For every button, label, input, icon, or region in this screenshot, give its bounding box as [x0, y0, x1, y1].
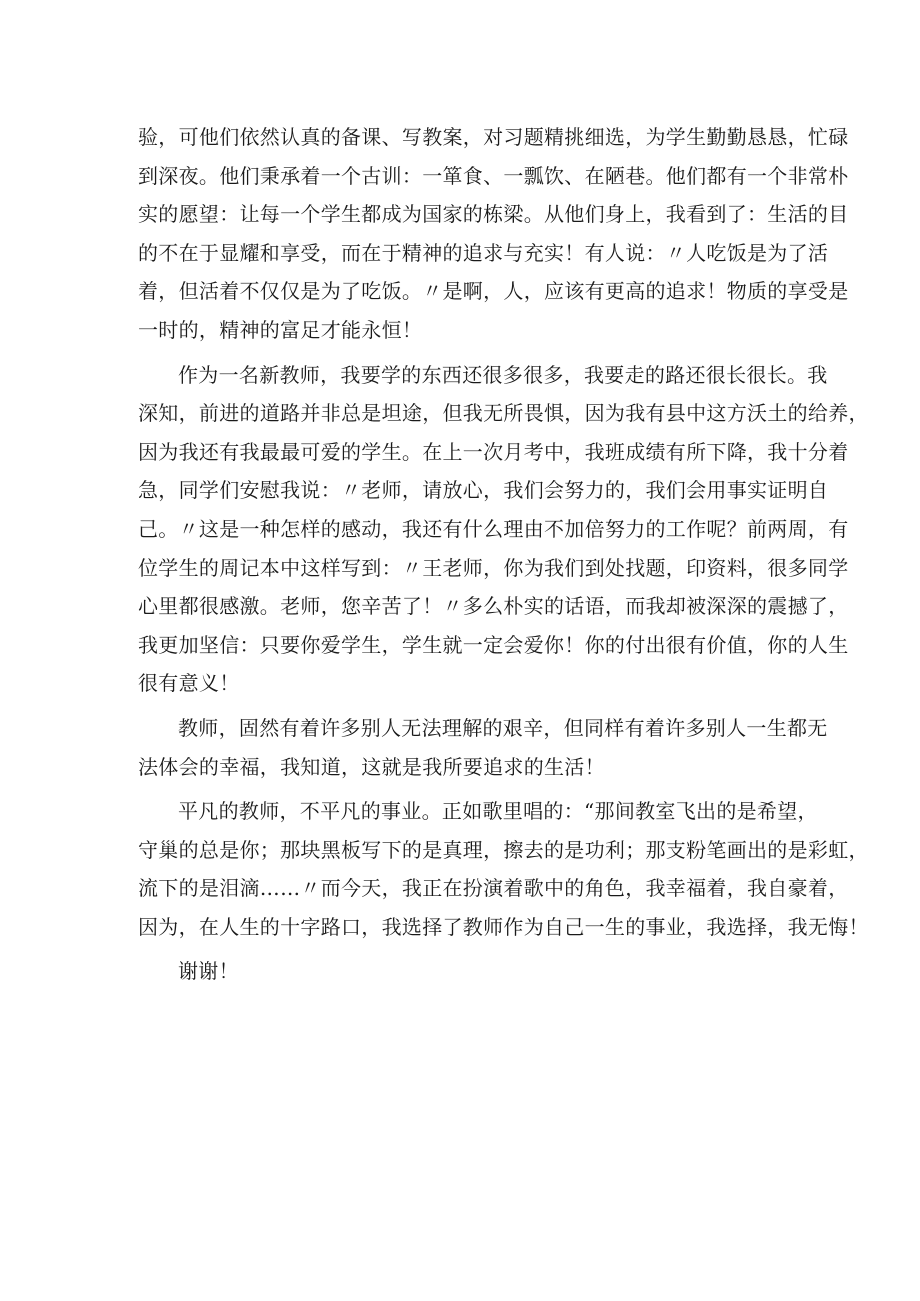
- text-line: 己。〃这是一种怎样的感动，我还有什么理由不加倍努力的工作呢？前两周，有: [138, 516, 849, 541]
- text-line: 因为，在人生的十字路口，我选择了教师作为自己一生的事业，我选择，我无悔！: [138, 914, 869, 939]
- text-line: 验，可他们依然认真的备课、写教案，对习题精挑细选，为学生勤勤恳恳，忙碌: [138, 125, 849, 149]
- closing-line: 谢谢！: [178, 959, 239, 984]
- paragraph-3: [138, 709, 828, 786]
- text-line: 的不在于显耀和享受，而在于精神的追求与充实！有人说：〃人吃饭是为了活: [138, 240, 829, 265]
- paragraph-5: [138, 952, 792, 991]
- text-line: 实的愿望：让每一个学生都成为国家的栋梁。从他们身上，我看到了：生活的目: [138, 202, 849, 227]
- body-text: [138, 118, 869, 997]
- paragraph-1: [138, 118, 849, 350]
- text-line: 流下的是泪滴……〃而今天，我正在扮演着歌中的角色，我幸福着，我自豪着，: [138, 876, 849, 901]
- text-line: 作为一名新教师，我要学的东西还很多很多，我要走的路还很长很长。我: [178, 362, 828, 387]
- paragraph-2: [138, 356, 869, 703]
- text-line: 很有意义！: [138, 671, 240, 696]
- text-line: 因为我还有我最最可爱的学生。在上一次月考中，我班成绩有所下降，我十分着: [138, 439, 849, 464]
- text-line: 位学生的周记本中这样写到：〃王老师，你为我们到处找题，印资料，很多同学: [138, 555, 849, 580]
- text-line: 守巢的总是你；那块黑板写下的是真理，擦去的是功利；那支粉笔画出的是彩虹，: [138, 837, 869, 862]
- text-line: 心里都很感激。老师，您辛苦了！〃多么朴实的话语，而我却被深深的震撼了，: [138, 594, 849, 619]
- paragraph-4: [138, 792, 869, 946]
- text-line: 我更加坚信：只要你爱学生，学生就一定会爱你！你的付出很有价值，你的人生: [138, 632, 849, 657]
- text-line: 一时的，精神的富足才能永恒！: [138, 317, 423, 342]
- text-line: 深知，前进的道路并非总是坦途，但我无所畏惧，因为我有县中这方沃土的给养，: [138, 401, 869, 426]
- text-line: 着，但活着不仅仅是为了吃饭。〃是啊，人，应该有更高的追求！物质的享受是: [138, 279, 849, 304]
- text-line: 平凡的教师，不平凡的事业。正如歌里唱的：“那间教室飞出的是希望，: [178, 799, 818, 824]
- text-line: 法体会的幸福，我知道，这就是我所要追求的生活！: [138, 754, 605, 779]
- text-line: 急，同学们安慰我说：〃老师，请放心，我们会努力的，我们会用事实证明自: [138, 478, 829, 503]
- text-line: 教师，固然有着许多别人无法理解的艰辛，但同样有着许多别人一生都无: [178, 715, 828, 740]
- text-line: 到深夜。他们秉承着一个古训：一箪食、一瓢饮、在陋巷。他们都有一个非常朴: [138, 163, 849, 188]
